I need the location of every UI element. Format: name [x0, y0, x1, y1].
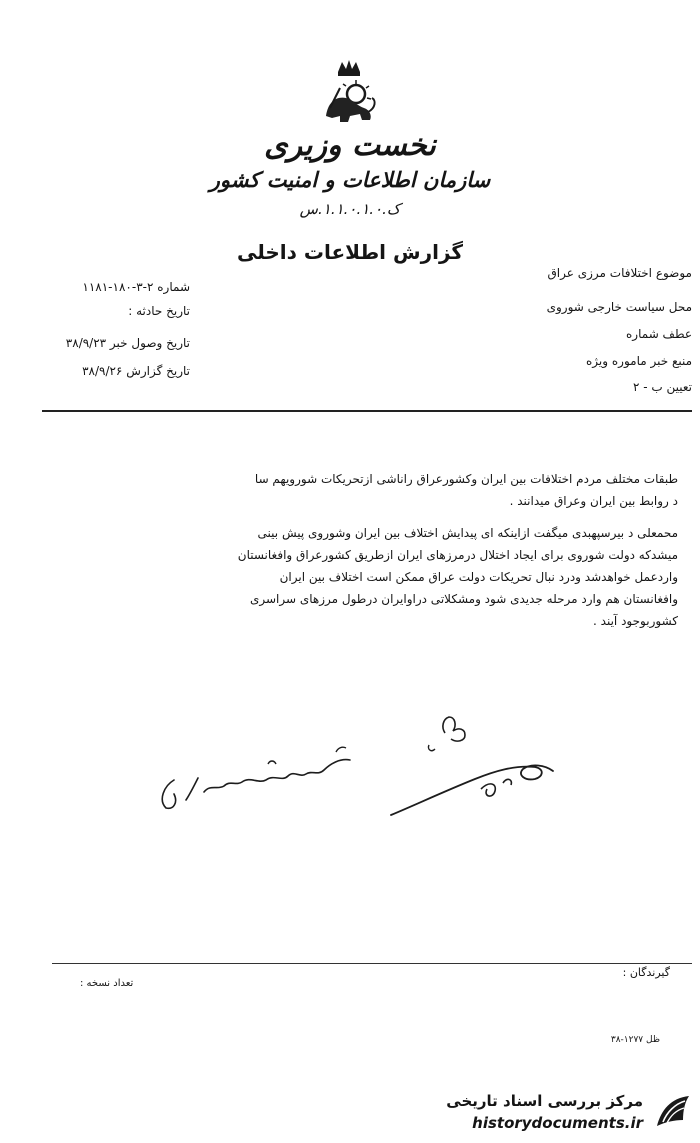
body-line: طبقات مختلف مردم اختلافات بین ایران وکشورعراق راناشی ازتحریکات شورویهم سا — [254, 472, 678, 486]
lion-and-sun-emblem — [318, 58, 380, 128]
body-line: د روابط بین ایران وعراق میدانند . — [509, 494, 678, 508]
report-title: گزارش اطلاعات داخلی — [236, 240, 464, 264]
handwritten-signature-right — [385, 705, 565, 830]
header-divider — [42, 410, 692, 412]
meta-place: محل سیاست خارجی شوروی — [546, 300, 692, 314]
archive-name: مرکز بررسی اسناد تاریخی — [446, 1092, 643, 1110]
body-line: وافغانستان هم وارد مرحله جدیدی شود ومشکلاتی دراوایران درطول مرزهای سراسری — [249, 592, 678, 606]
meta-reference: عطف شماره — [626, 327, 692, 341]
archive-code: ۳۸-۱۲۷۷ ظل — [610, 1035, 660, 1045]
meta-number: شماره ۲-۳-۱۸۰-۱۱۸۱ — [82, 280, 190, 294]
body-line: محمعلی د بیرسپهبدی میگفت ازاینکه ای پیدایش اختلاف بین ایران وشوروی پیش بینی — [257, 526, 678, 540]
archive-logo-icon — [651, 1090, 695, 1134]
report-body — [38, 468, 678, 632]
paragraph-1 — [38, 468, 678, 512]
body-line: کشوربوجود آیند . — [593, 614, 678, 628]
recipients-label: گیرندگان : — [622, 966, 670, 979]
meta-subject: موضوع اختلافات مرزی عراق — [547, 266, 692, 280]
archive-watermark — [420, 1088, 695, 1138]
meta-source: منبع خبر ماموره ویژه — [586, 354, 692, 368]
reference-code: ک.۱.۱.۰.۱.۰.س — [299, 200, 401, 218]
meta-received-date: تاریخ وصول خبر ۳۸/۹/۲۳ — [65, 336, 190, 350]
meta-report-date: تاریخ گزارش ۳۸/۹/۲۶ — [82, 364, 190, 378]
org-title: نخست وزیری — [264, 128, 436, 163]
org-subtitle: سازمان اطلاعات و امنیت کشور — [209, 168, 491, 192]
meta-rating: تعیین ب - ۲ — [632, 380, 692, 394]
paragraph-2 — [38, 522, 678, 632]
footer-divider — [52, 963, 692, 964]
archive-url: historydocuments.ir — [472, 1114, 643, 1132]
handwritten-signature-left — [140, 730, 360, 830]
meta-incident-date: تاریخ حادثه : — [128, 304, 190, 318]
body-line: میشدکه دولت شوروی برای ایجاد اختلال درمرزهای ایران ازطریق کشورعراق وافغانستان — [237, 548, 678, 562]
body-line: واردعمل خواهدشد ودرد نبال تحریکات دولت عراق ممکن است اختلاف بین ایران — [279, 570, 678, 584]
copies-label: تعداد نسخه : — [80, 978, 134, 989]
